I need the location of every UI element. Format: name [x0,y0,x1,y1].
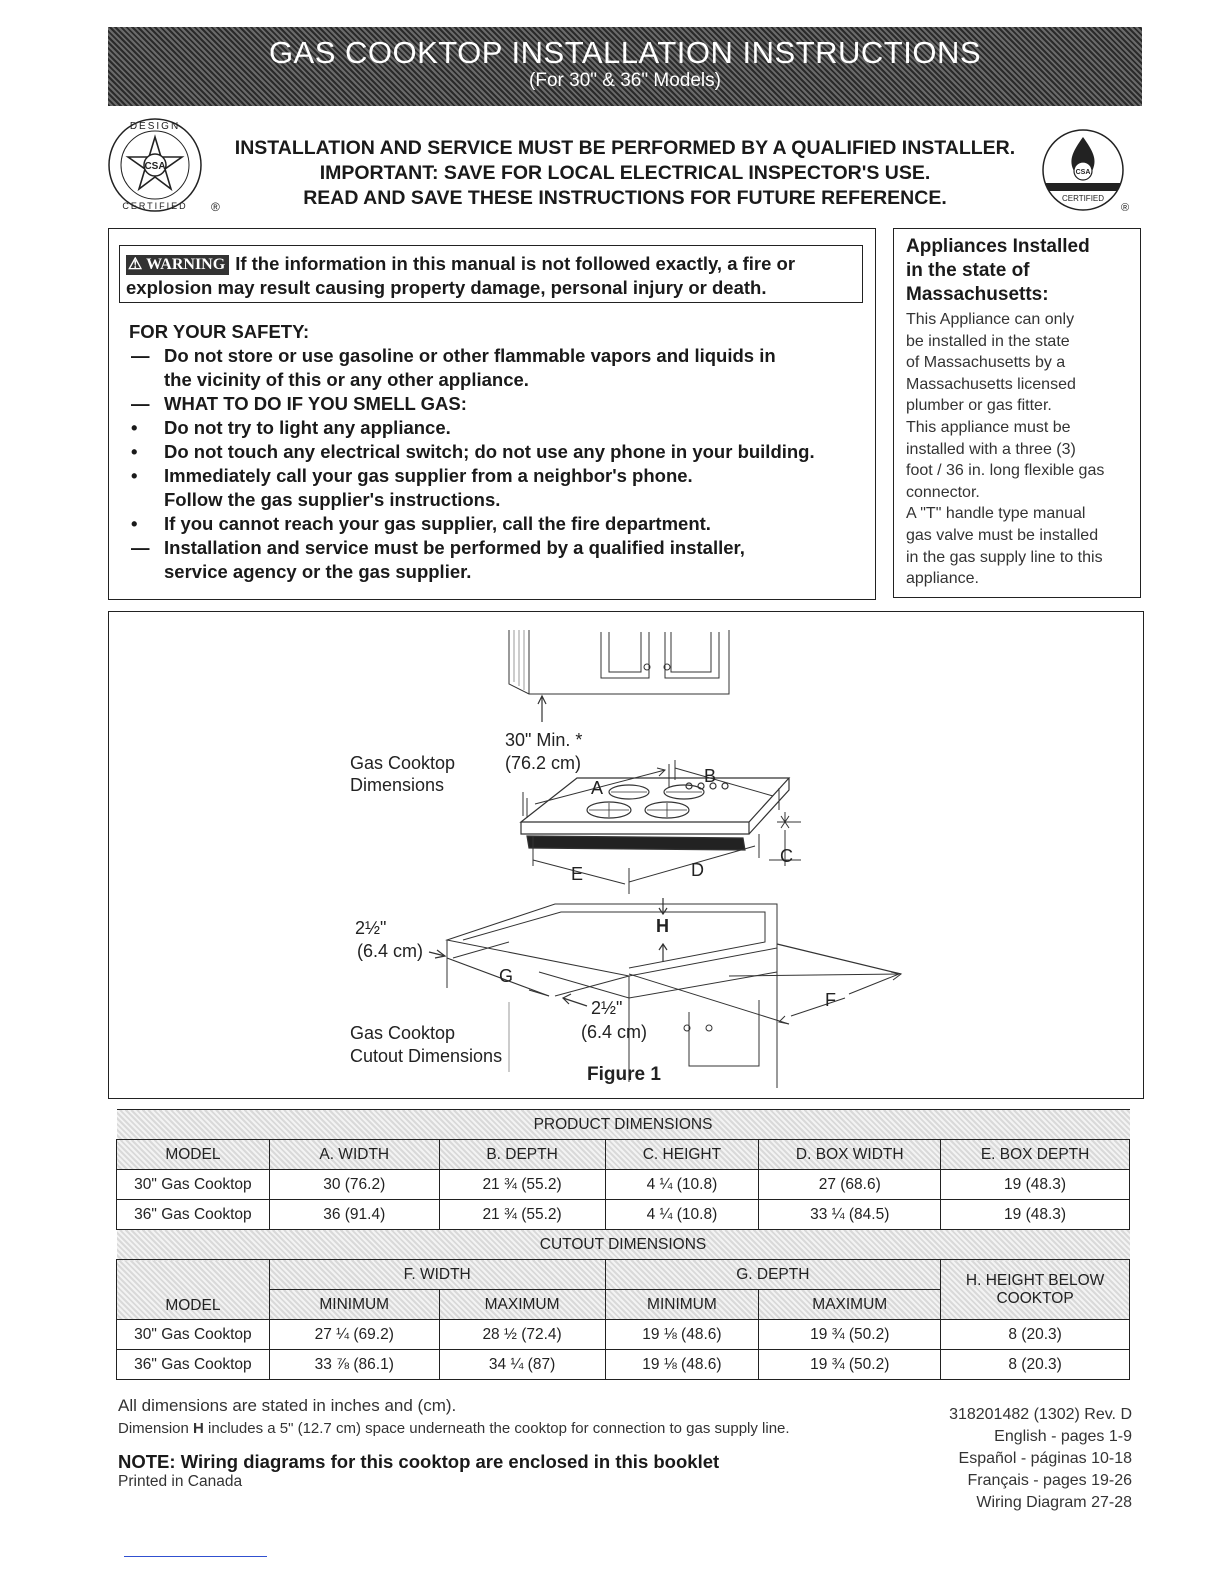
safety-warning-box [108,228,876,600]
table-cell: 30" Gas Cooktop [117,1320,270,1350]
min-clearance-label: 30" Min. * [505,730,583,750]
table-cell: 19 ¾ (50.2) [759,1320,941,1350]
column-header-h: H. HEIGHT BELOW COOKTOP [941,1260,1130,1320]
dimensions-label: Gas Cooktop [350,753,456,773]
table-cell: 30 (76.2) [269,1170,439,1200]
min-clearance-cm-label: (76.2 cm) [505,753,582,773]
table-cell: 8 (20.3) [941,1320,1130,1350]
column-header: MINIMUM [269,1290,439,1320]
cutout-dimensions-title: CUTOUT DIMENSIONS [117,1230,1130,1260]
left-offset-label: 2½" [355,918,387,938]
table-row [117,1320,1130,1350]
group-header-f-width: F. WIDTH [269,1260,605,1290]
table-cell: 30" Gas Cooktop [117,1170,270,1200]
table-row [117,1350,1130,1380]
dimensions-unit-note: All dimensions are stated in inches and (cm). [118,1396,457,1415]
group-header-g-depth: G. DEPTH [605,1260,941,1290]
safety-line: • If you cannot reach your gas supplier, call the fire department. [131,513,711,534]
table-cell: 34 ¼ (87) [439,1350,605,1380]
language-index-item: Français - pages 19-26 [967,1472,1132,1489]
product-dimensions-title: PRODUCT DIMENSIONS [117,1110,1130,1140]
column-header: B. DEPTH [439,1140,605,1170]
headline-line: INSTALLATION AND SERVICE MUST BE PERFORMED BY A QUALIFIED INSTALLER. [234,137,1016,159]
right-offset-label: 2½" [591,998,623,1018]
safety-heading: FOR YOUR SAFETY: [129,321,310,342]
table-cell: 36" Gas Cooktop [117,1350,270,1380]
table-cell: 27 (68.6) [759,1170,941,1200]
cutout-label: Gas Cooktop [350,1023,456,1043]
page-subtitle: (For 30" & 36" Models) [529,70,721,91]
flame-seal-registered-mark: ® [1121,202,1130,214]
table-cell: 21 ¾ (55.2) [439,1200,605,1230]
column-header: MAXIMUM [439,1290,605,1320]
table-section-title-row [117,1110,1130,1140]
warning-badge: ⚠ WARNING [126,255,229,275]
safety-line: • Do not touch any electrical switch; do not use any phone in your building. [131,441,815,462]
page-title: GAS COOKTOP INSTALLATION INSTRUCTIONS [268,35,982,70]
document-info [949,1404,1132,1514]
table-cell: 21 ¾ (55.2) [439,1170,605,1200]
flame-certified-seal-icon [1035,125,1135,215]
wiring-diagram-note: NOTE: Wiring diagrams for this cooktop are enclosed in this booklet [118,1451,720,1472]
dimension-letter-d: D [691,860,704,880]
headline-line: READ AND SAVE THESE INSTRUCTIONS FOR FUTURE REFERENCE. [303,187,947,209]
table-cell: 19 (48.3) [941,1170,1130,1200]
safety-line: service agency or the gas supplier. [164,561,472,582]
installation-headline [210,136,1040,211]
massachusetts-notice [893,228,1141,598]
figure-caption: Figure 1 [587,1064,661,1085]
dimension-h-note: Dimension H includes a 5" (12.7 cm) space underneath the cooktop for connection to gas supply line. [118,1420,790,1437]
safety-line: the vicinity of this or any other appliance. [164,369,529,390]
table-cell: 28 ½ (72.4) [439,1320,605,1350]
dimension-letter-f: F [825,990,836,1010]
printed-location: Printed in Canada [118,1473,243,1490]
svg-text:CSA: CSA [144,161,166,172]
cooktop-dimension-diagram [109,612,1143,1098]
massachusetts-body: This Appliance can only be installed in the state of Massachusetts by a Massachusetts licensed plumber or gas fitter. This appliance must be installed with a three (3) foot / 36 in. long flexible gas connector. A "T" handle type manual gas valve must be installed in the gas supply line to this appliance. [906,311,1105,588]
figure-1-box [108,611,1144,1099]
safety-line: — Do not store or use gasoline or other flammable vapors and liquids in [131,345,776,366]
seal-certified-text: CERTIFIED [122,201,188,211]
design-certified-seal-icon [103,113,221,217]
column-header: C. HEIGHT [605,1140,759,1170]
seal-registered-mark: ® [211,200,220,214]
warning-text-line1: If the information in this manual is not followed exactly, a fire or [235,253,796,274]
part-number: 318201482 (1302) Rev. D [949,1406,1132,1423]
table-row [117,1200,1130,1230]
headline-line: IMPORTANT: SAVE FOR LOCAL ELECTRICAL INSPECTOR'S USE. [319,162,931,184]
footer-divider [124,1556,267,1557]
column-header: E. BOX DEPTH [941,1140,1130,1170]
table-cell: 19 ¾ (50.2) [759,1350,941,1380]
warning-text-line2: explosion may result causing property damage, personal injury or death. [126,277,767,298]
table-cell: 36" Gas Cooktop [117,1200,270,1230]
dimensions-table [116,1109,1130,1380]
table-cell: 33 ¼ (84.5) [759,1200,941,1230]
cutout-label: Cutout Dimensions [350,1046,503,1066]
table-cell: 19 ⅛ (48.6) [605,1320,759,1350]
dimension-letter-g: G [499,966,514,986]
wall-cabinet-drawing [509,630,729,694]
language-index-item: Wiring Diagram 27-28 [976,1494,1132,1511]
safety-line: • Do not try to light any appliance. [131,417,451,438]
language-index-item: English - pages 1-9 [994,1428,1132,1445]
right-offset-cm-label: (6.4 cm) [581,1022,648,1042]
safety-line: Follow the gas supplier's instructions. [164,489,501,510]
table-cell: 27 ¼ (69.2) [269,1320,439,1350]
dimension-letter-h: H [656,916,669,936]
table-cell: 33 ⅞ (86.1) [269,1350,439,1380]
svg-text:CSA: CSA [1075,169,1091,176]
column-header: MODEL [117,1140,270,1170]
safety-line: — Installation and service must be performed by a qualified installer, [131,537,745,558]
column-header: MAXIMUM [759,1290,941,1320]
flame-seal-certified-text: CERTIFIED [1061,194,1105,203]
table-cell: 36 (91.4) [269,1200,439,1230]
safety-line: • Immediately call your gas supplier from a neighbor's phone. [131,465,693,486]
left-offset-cm-label: (6.4 cm) [357,941,424,961]
column-header: D. BOX WIDTH [759,1140,941,1170]
table-cell: 4 ¼ (10.8) [605,1170,759,1200]
table-header-row [117,1140,1130,1170]
table-row [117,1170,1130,1200]
table-cell: 19 (48.3) [941,1200,1130,1230]
table-cell: 19 ⅛ (48.6) [605,1350,759,1380]
dimension-letter-c: C [780,846,793,866]
column-header: A. WIDTH [269,1140,439,1170]
column-header: MINIMUM [605,1290,759,1320]
table-cell: 4 ¼ (10.8) [605,1200,759,1230]
massachusetts-heading: Appliances Installed in the state of Massachusetts: [906,236,1090,305]
warning-row [119,245,863,303]
dimension-letter-b: B [704,766,717,786]
table-cell: 8 (20.3) [941,1350,1130,1380]
table-group-header-row [117,1260,1130,1290]
table-section-title-row [117,1230,1130,1260]
safety-line: — WHAT TO DO IF YOU SMELL GAS: [131,393,467,414]
language-index-item: Español - páginas 10-18 [958,1450,1132,1467]
title-banner [108,27,1142,106]
dimensions-label: Dimensions [350,775,445,795]
dimension-letter-e: E [571,864,584,884]
dimension-letter-a: A [591,778,604,798]
seal-design-text: DESIGN [129,121,181,132]
safety-instructions [129,320,869,584]
column-header: MODEL [117,1260,270,1320]
